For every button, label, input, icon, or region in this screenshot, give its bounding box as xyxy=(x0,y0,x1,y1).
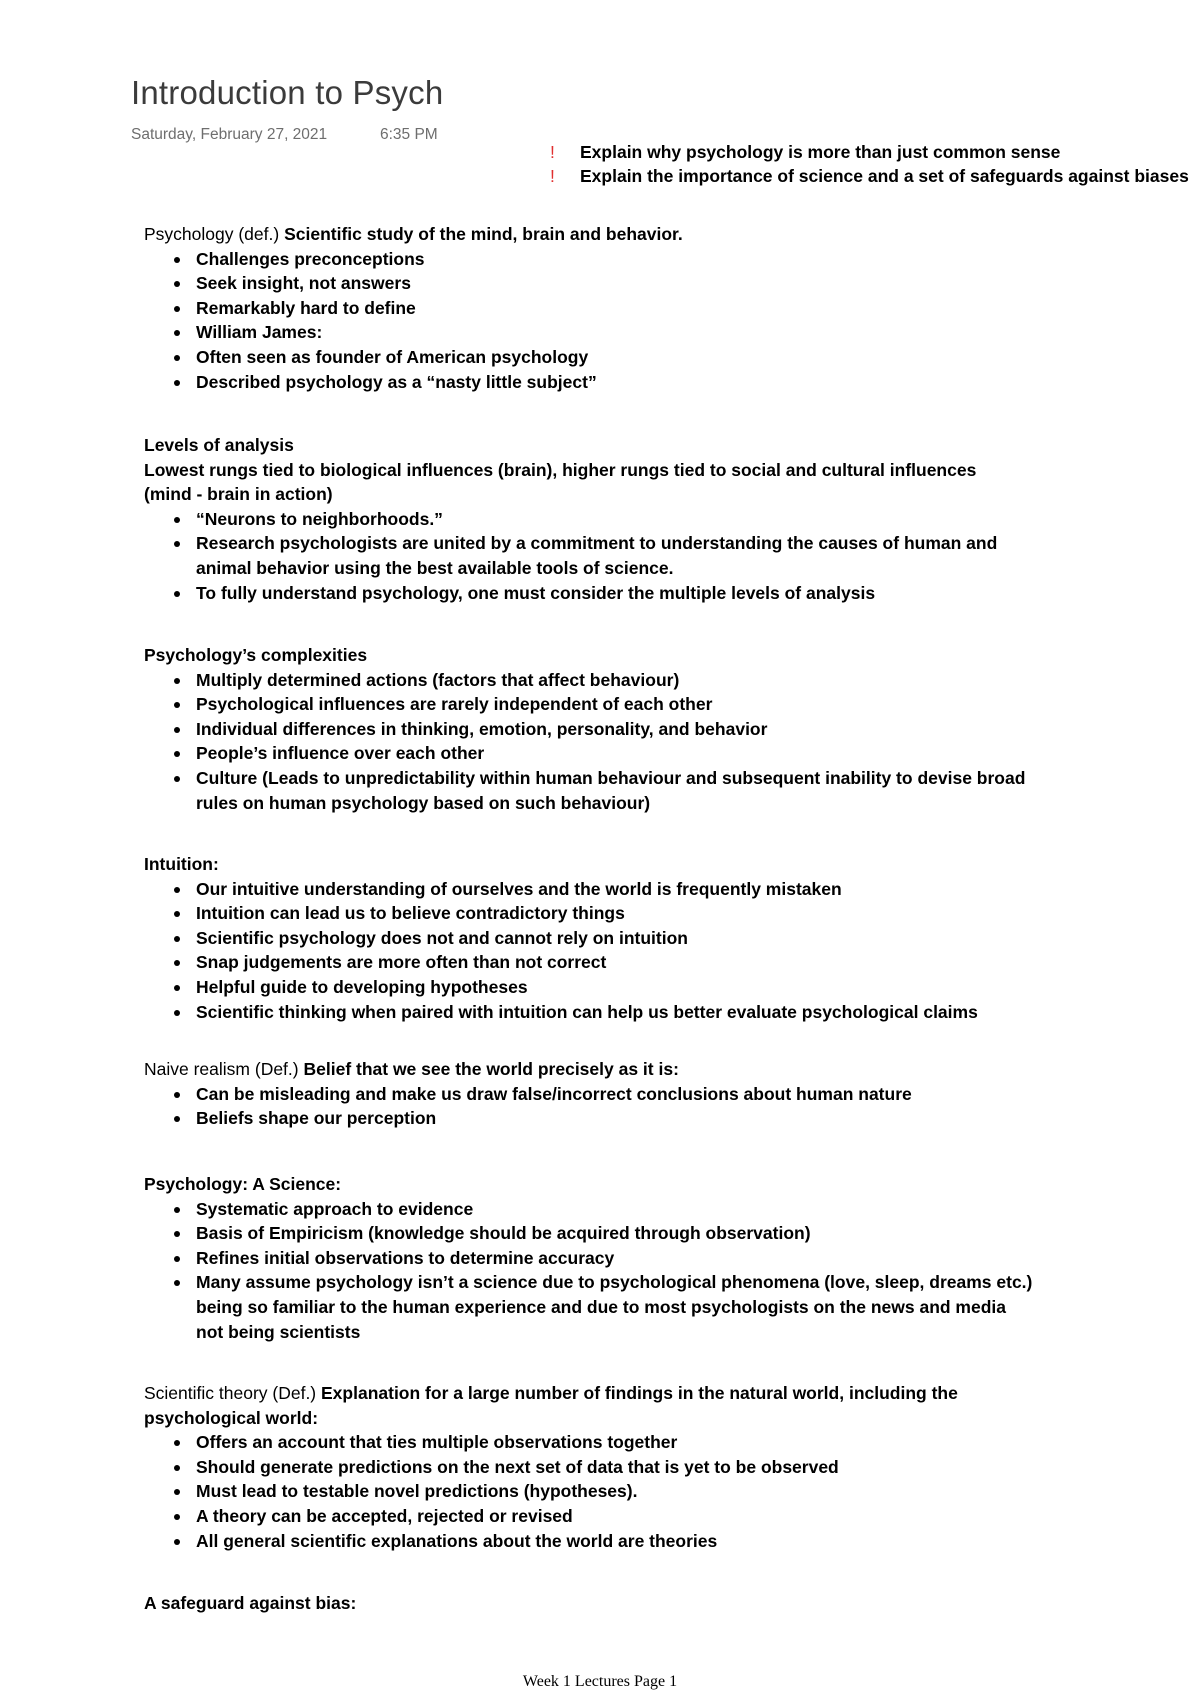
list-item: Basis of Empiricism (knowledge should be acquired through observation) xyxy=(196,1221,1034,1246)
page-time: 6:35 PM xyxy=(380,126,438,143)
section-scientific-theory xyxy=(144,1381,1034,1553)
list-item: Intuition can lead us to believe contradictory things xyxy=(196,901,1034,926)
list-item: Multiply determined actions (factors that affect behaviour) xyxy=(196,668,1034,693)
list-item: Beliefs shape our perception xyxy=(196,1106,1034,1131)
section-heading: Psychology: A Science: xyxy=(144,1174,342,1194)
list-item: Helpful guide to developing hypotheses xyxy=(196,975,1034,1000)
flag-icon: ! xyxy=(550,166,555,186)
bullet-list xyxy=(144,1197,1034,1345)
list-item: Systematic approach to evidence xyxy=(196,1197,1034,1222)
page-title: Introduction to Psych xyxy=(131,74,444,111)
paragraph-line: Lowest rungs tied to biological influences (brain), higher rungs tied to social and cultural influences xyxy=(144,459,977,480)
bullet-list xyxy=(144,507,1034,605)
section-safeguard xyxy=(144,1591,1034,1616)
list-item: Refines initial observations to determine accuracy xyxy=(196,1246,1034,1271)
list-item: Our intuitive understanding of ourselves and the world is frequently mistaken xyxy=(196,877,1034,902)
list-item: Many assume psychology isn’t a science due to psychological phenomena (love, sleep, dreams etc.) being so familiar to the human experience and due to most psychologists on the news and media not being scientists xyxy=(196,1270,1034,1344)
list-item: To fully understand psychology, one must consider the multiple levels of analysis xyxy=(196,581,1034,606)
section-levels-of-analysis xyxy=(144,433,1034,605)
list-item: Often seen as founder of American psychology xyxy=(196,345,1034,370)
list-item: Research psychologists are united by a commitment to understanding the causes of human and animal behavior using the best available tools of science. xyxy=(196,531,1034,580)
list-item: Psychological influences are rarely independent of each other xyxy=(196,692,1034,717)
section-heading: Levels of analysis xyxy=(144,435,294,455)
list-item: “Neurons to neighborhoods.” xyxy=(196,507,1034,532)
bullet-list xyxy=(144,1082,1034,1131)
section-heading: Psychology (def.) Scientific study of the mind, brain and behavior. xyxy=(144,224,683,244)
objective-1: ! Explain why psychology is more than just common sense xyxy=(550,142,1061,162)
section-psychology-science xyxy=(144,1172,1034,1344)
objective-2: ! Explain the importance of science and a set of safeguards against biases xyxy=(550,166,1189,186)
page-date: Saturday, February 27, 2021 xyxy=(131,126,328,143)
list-item: Remarkably hard to define xyxy=(196,296,1034,321)
section-naive-realism xyxy=(144,1057,1034,1131)
flag-icon: ! xyxy=(550,142,555,162)
section-heading: Psychology’s complexities xyxy=(144,645,368,665)
list-item: Must lead to testable novel predictions (hypotheses). xyxy=(196,1479,1034,1504)
list-item: Offers an account that ties multiple observations together xyxy=(196,1430,1034,1455)
list-item: A theory can be accepted, rejected or revised xyxy=(196,1504,1034,1529)
bullet-list xyxy=(144,877,1034,1025)
bullet-list xyxy=(144,247,1034,395)
list-item: All general scientific explanations about the world are theories xyxy=(196,1529,1034,1554)
section-complexities xyxy=(144,643,1034,815)
page-footer: Week 1 Lectures Page 1 xyxy=(522,1673,678,1690)
list-item: William James: xyxy=(196,320,1034,345)
section-heading: Intuition: xyxy=(144,854,219,874)
list-item: Culture (Leads to unpredictability within human behaviour and subsequent inability to devise broad rules on human psychology based on such behaviour) xyxy=(196,766,1034,815)
section-psychology xyxy=(144,222,1034,394)
list-item: Scientific psychology does not and cannot rely on intuition xyxy=(196,926,1034,951)
section-heading: Naive realism (Def.) Belief that we see the world precisely as it is: xyxy=(144,1059,679,1079)
list-item: People’s influence over each other xyxy=(196,741,1034,766)
list-item: Scientific thinking when paired with intuition can help us better evaluate psychological claims xyxy=(196,1000,1034,1025)
list-item: Individual differences in thinking, emotion, personality, and behavior xyxy=(196,717,1034,742)
list-item: Can be misleading and make us draw false/incorrect conclusions about human nature xyxy=(196,1082,1034,1107)
list-item: Should generate predictions on the next set of data that is yet to be observed xyxy=(196,1455,1034,1480)
list-item: Challenges preconceptions xyxy=(196,247,1034,272)
list-item: Described psychology as a “nasty little subject” xyxy=(196,370,1034,395)
section-heading: A safeguard against bias: xyxy=(144,1593,357,1613)
paragraph-line: (mind - brain in action) xyxy=(144,484,333,505)
bullet-list xyxy=(144,668,1034,816)
list-item: Seek insight, not answers xyxy=(196,271,1034,296)
bullet-list xyxy=(144,1430,1034,1553)
section-heading: Scientific theory (Def.) Explanation for a large number of findings in the natural world, including the psychological world: xyxy=(144,1383,958,1428)
section-intuition xyxy=(144,852,1034,1024)
list-item: Snap judgements are more often than not correct xyxy=(196,950,1034,975)
